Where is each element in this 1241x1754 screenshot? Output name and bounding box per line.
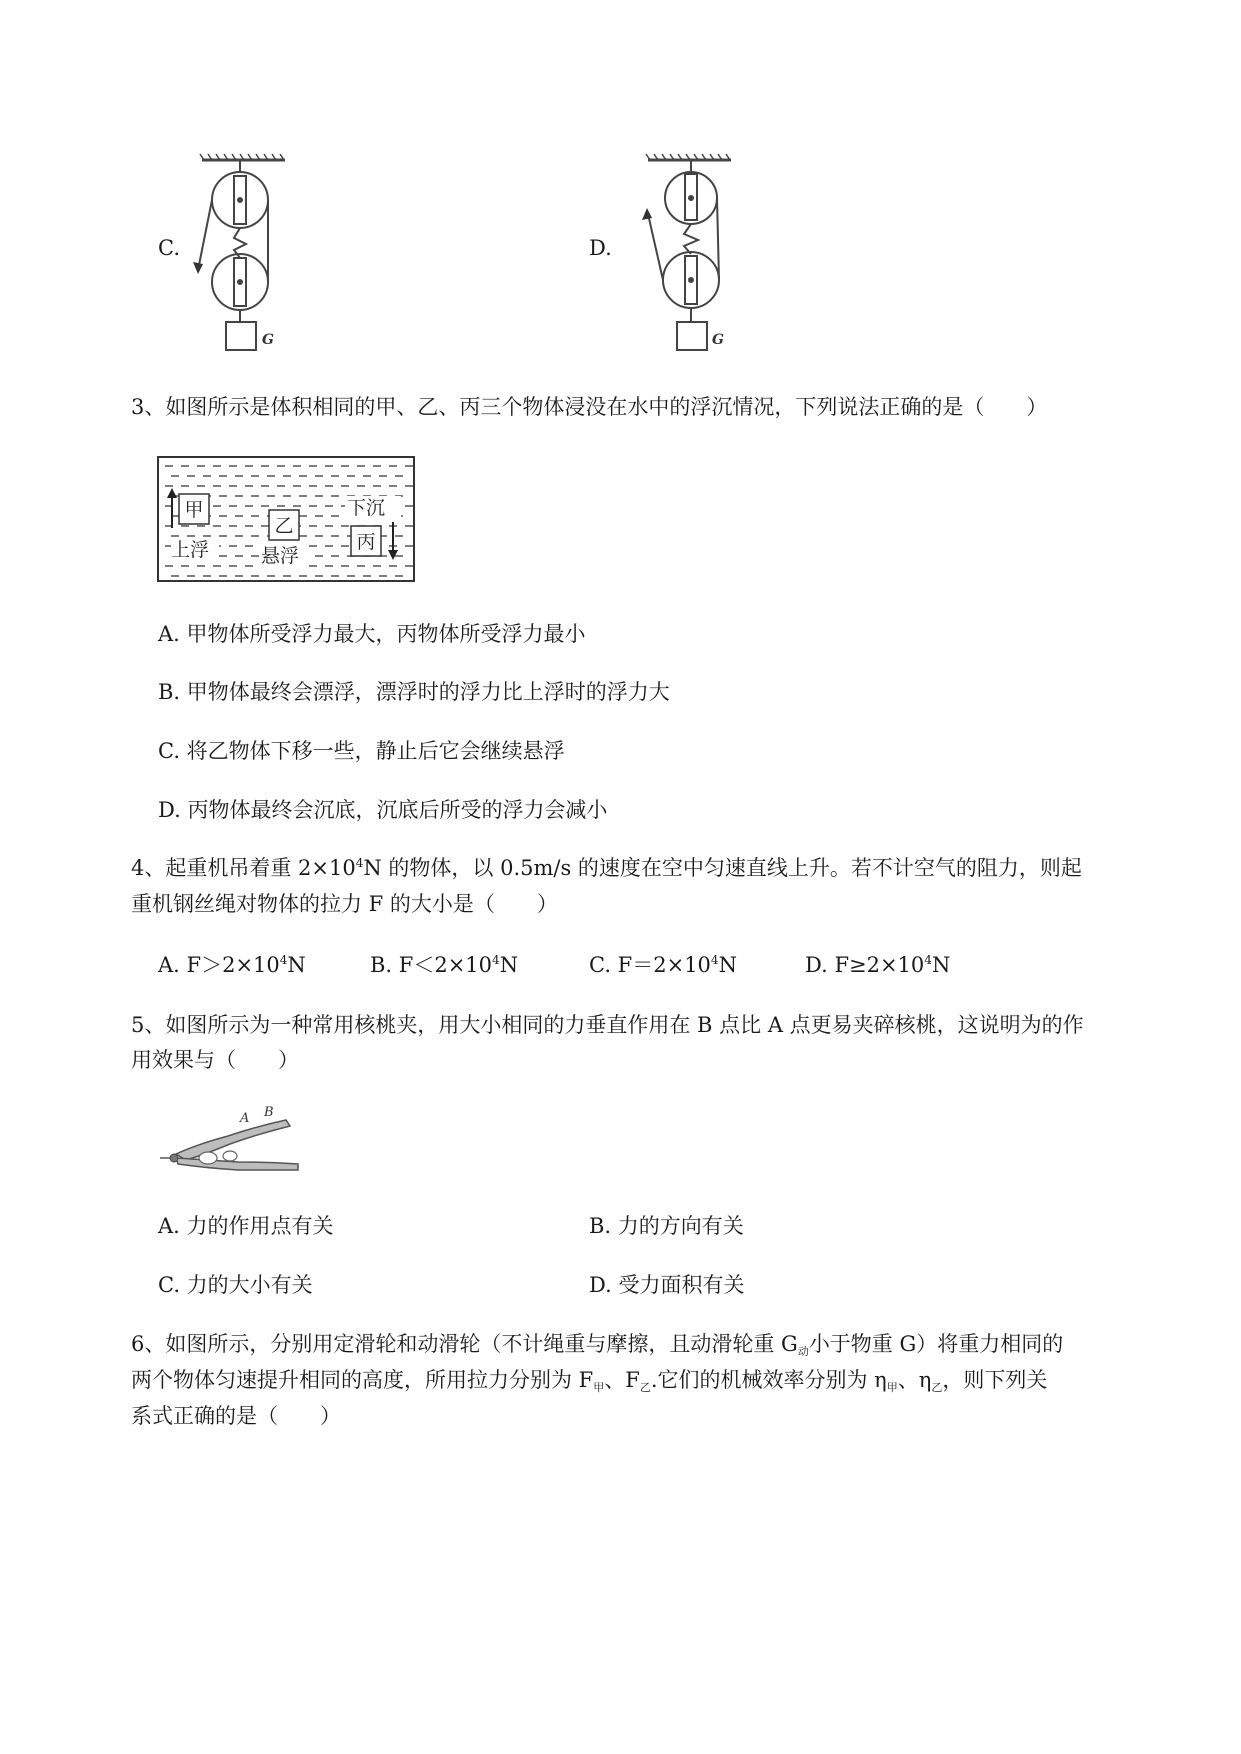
question-4-stem-line-2: 重机钢丝绳对物体的拉力 F 的大小是（ ） [131, 892, 558, 916]
buoyancy-figure [157, 456, 415, 582]
pulley-figure-c [190, 150, 300, 360]
question-4-option-d[interactable]: D. $F\ge 2\times 10^4N$ [805, 953, 951, 977]
point-a-label: A [240, 1111, 250, 1126]
object-jia-label: 甲 [184, 499, 204, 521]
question-6-stem-line-3: 系式正确的是（ ） [131, 1404, 341, 1428]
weight-label-c: G [262, 332, 274, 348]
float-up-label: 上浮 [171, 539, 210, 561]
object-yi-label: 乙 [274, 515, 294, 537]
question-3-option-b[interactable]: B. 甲物体最终会漂浮，漂浮时的浮力比上浮时的浮力大 [158, 680, 670, 704]
point-b-label: B [264, 1105, 274, 1120]
question-4-option-b[interactable]: B. $F<2\times 10^4N$ [370, 953, 519, 977]
weight-label-d: G [712, 332, 724, 348]
question-3-option-c[interactable]: C. 将乙物体下移一些，静止后它会继续悬浮 [158, 739, 565, 763]
question-6-stem-line-1: 6、如图所示，分别用定滑轮和动滑轮（不计绳重与摩擦，且动滑轮重 $G_动$小于物重 G）将重力相同的 [131, 1332, 1064, 1358]
question-5-option-d[interactable]: D. 受力面积有关 [589, 1273, 745, 1297]
question-5-option-c[interactable]: C. 力的大小有关 [158, 1273, 313, 1297]
question-6-stem-line-2: 两个物体匀速提升相同的高度，所用拉力分别为 $F_甲$、$F_乙$.它们的机械效率分别为 $\eta_甲$、$\eta_乙$，则下列关 [131, 1368, 1048, 1394]
object-bing-label: 丙 [356, 531, 376, 553]
question-3-stem: 3、如图所示是体积相同的甲、乙、丙三个物体浸没在水中的浮沉情况，下列说法正确的是（ ） [131, 395, 1048, 419]
question-3-option-d[interactable]: D. 丙物体最终会沉底，沉底后所受的浮力会减小 [158, 798, 608, 822]
question-5-option-a[interactable]: A. 力的作用点有关 [158, 1214, 334, 1238]
sink-label: 下沉 [347, 497, 386, 519]
question-5-stem-line-1: 5、如图所示为一种常用核桃夹，用大小相同的力垂直作用在 B 点比 A 点更易夹碎核桃，这说明为的作 [131, 1013, 1084, 1037]
option-d-label: D. [589, 236, 612, 260]
question-5-option-b[interactable]: B. 力的方向有关 [589, 1214, 744, 1238]
question-3-option-a[interactable]: A. 甲物体所受浮力最大，丙物体所受浮力最小 [158, 622, 586, 646]
nutcracker-figure [158, 1100, 304, 1176]
question-4-option-a[interactable]: A. $F>2\times 10^4N$ [158, 953, 306, 977]
option-c-label: C. [158, 236, 180, 260]
pulley-figure-d [636, 150, 746, 360]
question-4-stem-line-1: 4、起重机吊着重 $2\times 10^4N$ 的物体，以 0.5m/s 的速度在空中匀速直线上升。若不计空气的阻力，则起 [131, 856, 1082, 880]
suspend-label: 悬浮 [261, 545, 300, 567]
question-4-option-c[interactable]: C. $F=2\times 10^4N$ [589, 953, 737, 977]
question-5-stem-line-2: 用效果与（ ） [131, 1048, 299, 1072]
